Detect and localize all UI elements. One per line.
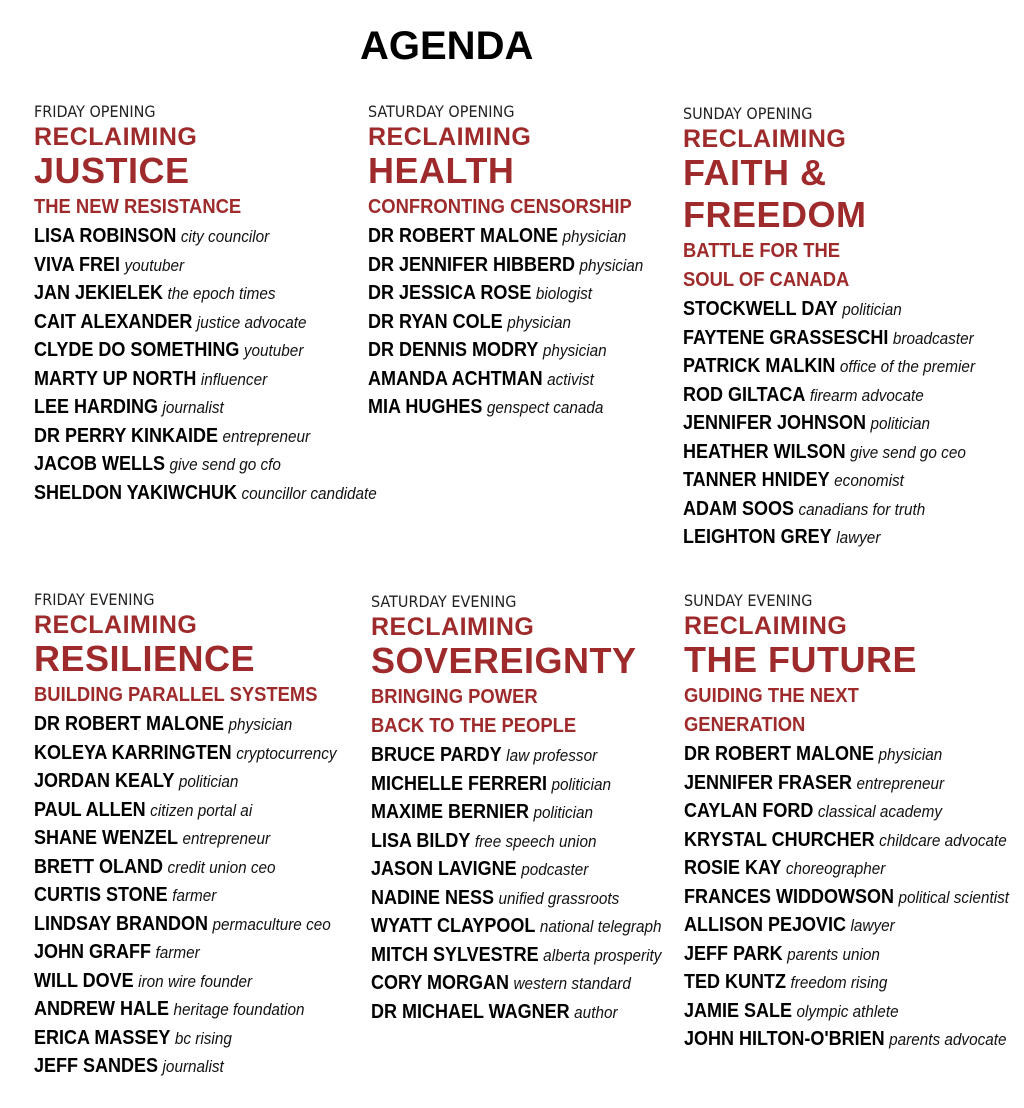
speaker-row — [34, 479, 377, 508]
speaker-row — [34, 796, 337, 825]
speaker-role: journalist — [162, 1057, 224, 1076]
speaker-role: physician — [562, 227, 627, 246]
session-subtitle: BRINGING POWER — [371, 686, 538, 708]
speaker-role: physician — [228, 715, 293, 734]
session-subtitle: BUILDING PARALLEL SYSTEMS — [34, 684, 318, 706]
speaker-row — [34, 1024, 337, 1053]
speaker-name: BRETT OLAND — [34, 855, 163, 878]
speaker-name: ROD GILTACA — [683, 383, 806, 406]
speaker-name: JEFF PARK — [684, 942, 783, 965]
speaker-name: SHELDON YAKIWCHUK — [34, 481, 238, 504]
speaker-name: MARTY UP NORTH — [34, 367, 197, 390]
speaker-name: JEFF SANDES — [34, 1055, 159, 1077]
speaker-role: iron wire founder — [138, 971, 253, 991]
speaker-row — [684, 740, 1009, 769]
speaker-role: classical academy — [817, 802, 943, 821]
speaker-name: LISA ROBINSON — [34, 225, 177, 247]
speaker-role: economist — [834, 471, 904, 490]
speaker-role: bc rising — [174, 1028, 232, 1048]
speaker-row — [683, 381, 975, 410]
speaker-role: influencer — [200, 369, 268, 389]
speaker-name: TANNER HNIDEY — [683, 469, 830, 491]
speaker-role: politician — [870, 414, 931, 433]
reclaiming-label: RECLAIMING — [34, 611, 198, 639]
speaker-row — [683, 352, 975, 381]
speaker-row — [34, 365, 377, 394]
speaker-role: youtuber — [243, 341, 304, 360]
speaker-row — [368, 222, 643, 251]
speaker-role: farmer — [172, 886, 217, 905]
session-block — [683, 103, 1008, 552]
speaker-role: national telegraph — [539, 917, 662, 936]
speaker-role: podcaster — [521, 860, 589, 879]
speaker-row — [371, 941, 662, 970]
speaker-role: councillor candidate — [241, 483, 377, 503]
speaker-name: LINDSAY BRANDON — [34, 912, 209, 935]
speaker-name: KOLEYA KARRINGTEN — [34, 741, 232, 764]
speaker-row — [683, 466, 975, 495]
speaker-name: STOCKWELL DAY — [683, 298, 838, 320]
speaker-row — [683, 438, 975, 467]
speaker-name: DR PERRY KINKAIDE — [34, 424, 219, 447]
speaker-name: MITCH SYLVESTRE — [371, 943, 539, 966]
speaker-role: politician — [551, 774, 612, 794]
speaker-role: law professor — [506, 746, 598, 765]
speaker-role: alberta prosperity — [543, 945, 662, 965]
speaker-role: citizen portal ai — [150, 800, 253, 820]
speaker-role: childcare advocate — [879, 830, 1007, 850]
reclaiming-label: RECLAIMING — [371, 613, 535, 641]
speaker-role: biologist — [535, 284, 593, 303]
speaker-role: physician — [507, 312, 571, 332]
speaker-row — [684, 997, 1009, 1026]
session-block — [368, 101, 674, 422]
speaker-role: political scientist — [898, 887, 1010, 907]
speaker-name: PAUL ALLEN — [34, 798, 146, 821]
speaker-row — [34, 422, 377, 451]
speaker-row — [684, 911, 1009, 940]
speaker-row — [34, 938, 337, 967]
speaker-name: MICHELLE FERRERI — [371, 772, 548, 795]
speaker-role: entrepreneur — [222, 426, 311, 446]
speaker-row — [371, 855, 662, 884]
speaker-role: parents union — [787, 944, 880, 964]
speaker-row — [34, 308, 377, 337]
speaker-role: author — [574, 1002, 618, 1022]
speaker-name: DR RYAN COLE — [368, 310, 503, 333]
speaker-name: KRYSTAL CHURCHER — [684, 828, 875, 851]
speaker-name: WYATT CLAYPOOL — [371, 915, 536, 937]
session-label: FRIDAY OPENING — [34, 102, 156, 121]
speaker-name: DR DENNIS MODRY — [368, 339, 539, 361]
speaker-row — [34, 336, 377, 365]
page-title: AGENDA — [360, 24, 534, 68]
speaker-name: ALLISON PEJOVIC — [684, 914, 847, 936]
session-subtitle: GENERATION — [684, 714, 806, 736]
session-theme: JUSTICE — [34, 150, 190, 191]
speaker-name: ADAM SOOS — [683, 497, 795, 520]
speaker-row — [684, 797, 1009, 826]
speaker-role: give send go cfo — [169, 455, 281, 474]
session-label: SUNDAY OPENING — [683, 104, 813, 123]
speaker-name: JENNIFER FRASER — [684, 771, 853, 794]
speaker-name: VIVA FREI — [34, 253, 121, 276]
speaker-role: farmer — [155, 943, 200, 962]
speaker-role: office of the premier — [839, 357, 976, 376]
speaker-name: HEATHER WILSON — [683, 440, 846, 463]
speaker-role: lawyer — [836, 528, 881, 547]
speaker-name: CAIT ALEXANDER — [34, 310, 193, 333]
speaker-name: DR MICHAEL WAGNER — [371, 1000, 570, 1023]
speaker-row — [684, 940, 1009, 969]
speaker-role: olympic athlete — [796, 1001, 899, 1021]
speaker-row — [34, 824, 337, 853]
speaker-name: MIA HUGHES — [368, 396, 483, 418]
speaker-row — [34, 739, 337, 768]
speaker-row — [368, 393, 643, 422]
session-theme: HEALTH — [368, 150, 515, 191]
session-label: SATURDAY EVENING — [371, 592, 517, 611]
speaker-name: LEIGHTON GREY — [683, 526, 832, 548]
speaker-role: physician — [542, 341, 607, 360]
reclaiming-label: RECLAIMING — [683, 125, 847, 153]
speaker-row — [371, 798, 662, 827]
session-theme: THE FUTURE — [684, 639, 917, 680]
speaker-name: ANDREW HALE — [34, 998, 169, 1020]
session-block — [371, 591, 694, 1026]
session-theme: FAITH & — [683, 152, 827, 193]
session-label: FRIDAY EVENING — [34, 590, 155, 609]
speaker-row — [34, 251, 377, 280]
speaker-role: justice advocate — [196, 312, 307, 332]
speaker-role: physician — [579, 255, 644, 275]
speaker-row — [683, 324, 975, 353]
session-subtitle: BACK TO THE PEOPLE — [371, 715, 577, 737]
speaker-role: politician — [842, 300, 902, 319]
speaker-row — [368, 336, 643, 365]
speaker-role: city councilor — [180, 227, 270, 246]
speaker-name: FAYTENE GRASSESCHI — [683, 326, 889, 349]
speaker-role: unified grassroots — [498, 888, 620, 908]
speaker-row — [368, 251, 643, 280]
speaker-role: permaculture ceo — [212, 914, 331, 934]
speaker-name: JORDAN KEALY — [34, 770, 175, 792]
speaker-row — [684, 769, 1009, 798]
speaker-role: cryptocurrency — [236, 743, 337, 763]
speaker-name: DR ROBERT MALONE — [368, 225, 558, 247]
speaker-role: give send go ceo — [850, 442, 966, 462]
speaker-row — [684, 1025, 1009, 1054]
speaker-name: LISA BILDY — [371, 829, 471, 852]
speaker-role: physician — [878, 745, 943, 764]
session-theme: SOVEREIGNTY — [371, 640, 637, 681]
speaker-row — [683, 495, 975, 524]
speaker-row — [34, 853, 337, 882]
speaker-row — [34, 881, 337, 910]
speaker-name: FRANCES WIDDOWSON — [684, 885, 894, 908]
speaker-row — [683, 523, 975, 552]
speaker-name: CAYLAN FORD — [684, 800, 814, 822]
reclaiming-label: RECLAIMING — [684, 612, 848, 640]
speaker-row — [34, 710, 337, 739]
session-theme: FREEDOM — [683, 194, 867, 235]
speaker-name: ERICA MASSEY — [34, 1026, 171, 1049]
speaker-name: BRUCE PARDY — [371, 744, 502, 766]
speaker-role: youtuber — [124, 255, 185, 275]
speaker-row — [34, 279, 377, 308]
speaker-name: JOHN GRAFF — [34, 941, 151, 963]
speaker-name: DR JESSICA ROSE — [368, 282, 532, 304]
speaker-row — [684, 826, 1009, 855]
speaker-role: firearm advocate — [809, 385, 924, 405]
session-theme: RESILIENCE — [34, 638, 256, 679]
speaker-row — [34, 995, 337, 1024]
speaker-role: heritage foundation — [173, 1000, 305, 1019]
speaker-name: JOHN HILTON-O'BRIEN — [684, 1028, 885, 1050]
session-label: SUNDAY EVENING — [684, 591, 813, 610]
session-subtitle: GUIDING THE NEXT — [684, 685, 859, 707]
session-subtitle: BATTLE FOR THE — [683, 240, 841, 262]
speaker-role: parents advocate — [889, 1030, 1007, 1049]
session-subtitle: CONFRONTING CENSORSHIP — [368, 196, 632, 218]
speaker-role: the epoch times — [167, 284, 276, 303]
speaker-name: CLYDE DO SOMETHING — [34, 339, 240, 361]
speaker-row — [371, 912, 662, 941]
speaker-role: free speech union — [474, 831, 597, 851]
speaker-role: politician — [533, 803, 594, 822]
speaker-row — [684, 883, 1009, 912]
speaker-name: JACOB WELLS — [34, 453, 166, 475]
speaker-row — [34, 393, 377, 422]
speaker-name: TED KUNTZ — [684, 971, 786, 993]
speaker-row — [34, 910, 337, 939]
speaker-name: SHANE WENZEL — [34, 827, 178, 849]
speaker-row — [34, 767, 337, 796]
speaker-name: JAMIE SALE — [684, 999, 793, 1022]
session-block — [34, 589, 370, 1081]
speaker-role: entrepreneur — [856, 773, 945, 793]
speaker-row — [371, 884, 662, 913]
speaker-row — [371, 827, 662, 856]
speaker-name: DR ROBERT MALONE — [684, 743, 874, 765]
speaker-role: western standard — [513, 974, 631, 993]
speaker-name: AMANDA ACHTMAN — [368, 367, 543, 390]
speaker-row — [34, 1052, 337, 1081]
speaker-row — [371, 969, 662, 998]
speaker-name: NADINE NESS — [371, 886, 495, 909]
reclaiming-label: RECLAIMING — [34, 123, 198, 151]
speaker-row — [34, 967, 337, 996]
speaker-role: genspect canada — [486, 398, 604, 417]
speaker-row — [684, 968, 1009, 997]
speaker-name: WILL DOVE — [34, 969, 134, 992]
speaker-row — [371, 741, 662, 770]
speaker-role: broadcaster — [892, 328, 974, 348]
speaker-row — [368, 279, 643, 308]
speaker-name: MAXIME BERNIER — [371, 801, 530, 823]
speaker-row — [684, 854, 1009, 883]
speaker-role: freedom rising — [790, 973, 888, 992]
speaker-row — [683, 409, 975, 438]
session-block — [684, 590, 1024, 1054]
speaker-role: credit union ceo — [167, 857, 276, 877]
reclaiming-label: RECLAIMING — [368, 123, 532, 151]
speaker-role: journalist — [162, 398, 224, 417]
session-subtitle: THE NEW RESISTANCE — [34, 196, 242, 218]
speaker-role: politician — [178, 772, 239, 791]
speaker-role: activist — [547, 369, 594, 389]
session-label: SATURDAY OPENING — [368, 102, 515, 121]
speaker-row — [371, 998, 662, 1027]
speaker-row — [368, 308, 643, 337]
speaker-name: ROSIE KAY — [684, 857, 782, 879]
speaker-row — [34, 222, 377, 251]
speaker-name: PATRICK MALKIN — [683, 355, 836, 377]
speaker-row — [34, 450, 377, 479]
session-subtitle: SOUL OF CANADA — [683, 269, 850, 291]
speaker-name: CURTIS STONE — [34, 884, 168, 906]
speaker-name: DR ROBERT MALONE — [34, 713, 224, 735]
speaker-role: choreographer — [785, 859, 886, 878]
speaker-name: CORY MORGAN — [371, 972, 510, 994]
speaker-name: DR JENNIFER HIBBERD — [368, 253, 576, 276]
speaker-row — [368, 365, 643, 394]
speaker-role: canadians for truth — [798, 499, 926, 519]
speaker-name: JAN JEKIELEK — [34, 282, 164, 304]
speaker-name: LEE HARDING — [34, 396, 159, 418]
speaker-role: lawyer — [850, 916, 895, 935]
speaker-name: JASON LAVIGNE — [371, 858, 517, 880]
session-block — [34, 101, 415, 507]
speaker-row — [371, 770, 662, 799]
speaker-name: JENNIFER JOHNSON — [683, 412, 867, 434]
speaker-row — [683, 295, 975, 324]
speaker-role: entrepreneur — [182, 829, 271, 848]
